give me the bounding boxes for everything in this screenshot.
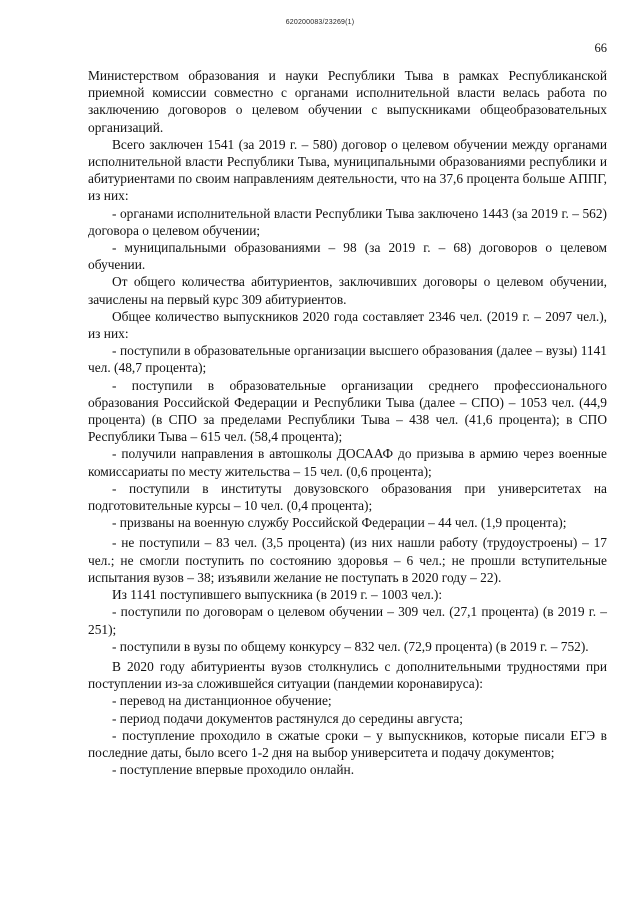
paragraph: Всего заключен 1541 (за 2019 г. – 580) договор о целевом обучении между органами исполнительной власти Республики Тыва, муниципальными образованиями республики и абитуриентами по своим направлениям деятельности, что на 37,6 процента больше АППГ, из них: — [88, 136, 607, 204]
list-item: - поступили по договорам о целевом обучении – 309 чел. (27,1 процента) (в 2019 г. – 251); — [88, 604, 607, 637]
list-item: - поступили в образовательные организации высшего образования (далее – вузы) 1141 чел. (48,7 процента); — [88, 343, 607, 376]
list-item: - поступление впервые проходило онлайн. — [112, 762, 355, 778]
list-item: - поступление проходило в сжатые сроки – у выпускников, которые писали ЕГЭ в последние даты, было всего 1-2 дня на выбор университета и подачу документов; — [88, 727, 607, 760]
list-item: - муниципальными образованиями – 98 (за 2019 г. – 68) договоров о целевом обучении. — [88, 240, 607, 273]
list-item: - призваны на военную службу Российской Федерации – 44 чел. (1,9 процента); — [112, 515, 567, 531]
paragraph: Министерством образования и науки Республики Тыва в рамках Республиканской приемной комиссии совместно с органами исполнительной власти велась работа по заключению договоров о целевом обучении с выпускниками общеобразовательных организаций. — [88, 68, 607, 135]
list-item: - поступили в институты довузовского образования при университетах на подготовительные курсы – 10 чел. (0,4 процента); — [88, 480, 607, 514]
paragraph: От общего количества абитуриентов, заключивших договоры о целевом обучении, зачислены на первый курс 309 абитуриентов. — [88, 274, 607, 307]
list-item: - органами исполнительной власти Республики Тыва заключено 1443 (за 2019 г. – 562) договора о целевом обучении; — [88, 205, 607, 238]
list-item: - поступили в вузы по общему конкурсу – 832 чел. (72,9 процента) (в 2019 г. – 752). — [112, 638, 589, 654]
document-body — [88, 67, 607, 778]
document-id: 620200083/23269(1) — [285, 19, 355, 26]
paragraph: Общее количество выпускников 2020 года составляет 2346 чел. (2019 г. – 2097 чел.), из них: — [88, 308, 607, 342]
page-number: 66 — [594, 41, 607, 55]
list-item: - не поступили – 83 чел. (3,5 процента) (из них нашли работу (трудоустроены) – 17 чел.; не смогли поступить по состоянию здоровья – 6 чел.; не прошли вступительные испытания вузов – 38; изъявили желание не поступать в 2020 году – 22). — [88, 535, 607, 585]
list-item: - получили направления в автошколы ДОСААФ до призыва в армию через военные комиссариаты по месту жительства – 15 чел. (0,6 процента); — [88, 446, 607, 479]
list-item: - период подачи документов растянулся до середины августа; — [112, 710, 463, 726]
list-item: - поступили в образовательные организации среднего профессионального образования Российской Федерации и Республики Тыва (далее – СПО) – 1053 чел. (44,9 процента) (в СПО за пределами Республики Тыва – 438 чел. (41,6 процента); в СПО Республики Тыва – 615 чел. (58,4 процента); — [88, 377, 607, 445]
list-item: - перевод на дистанционное обучение; — [112, 693, 332, 709]
paragraph: Из 1141 поступившего выпускника (в 2019 г. – 1003 чел.): — [112, 587, 443, 603]
paragraph: В 2020 году абитуриенты вузов столкнулись с дополнительными трудностями при поступлении из-за сложившейся ситуации (пандемии коронавируса): — [88, 658, 607, 692]
